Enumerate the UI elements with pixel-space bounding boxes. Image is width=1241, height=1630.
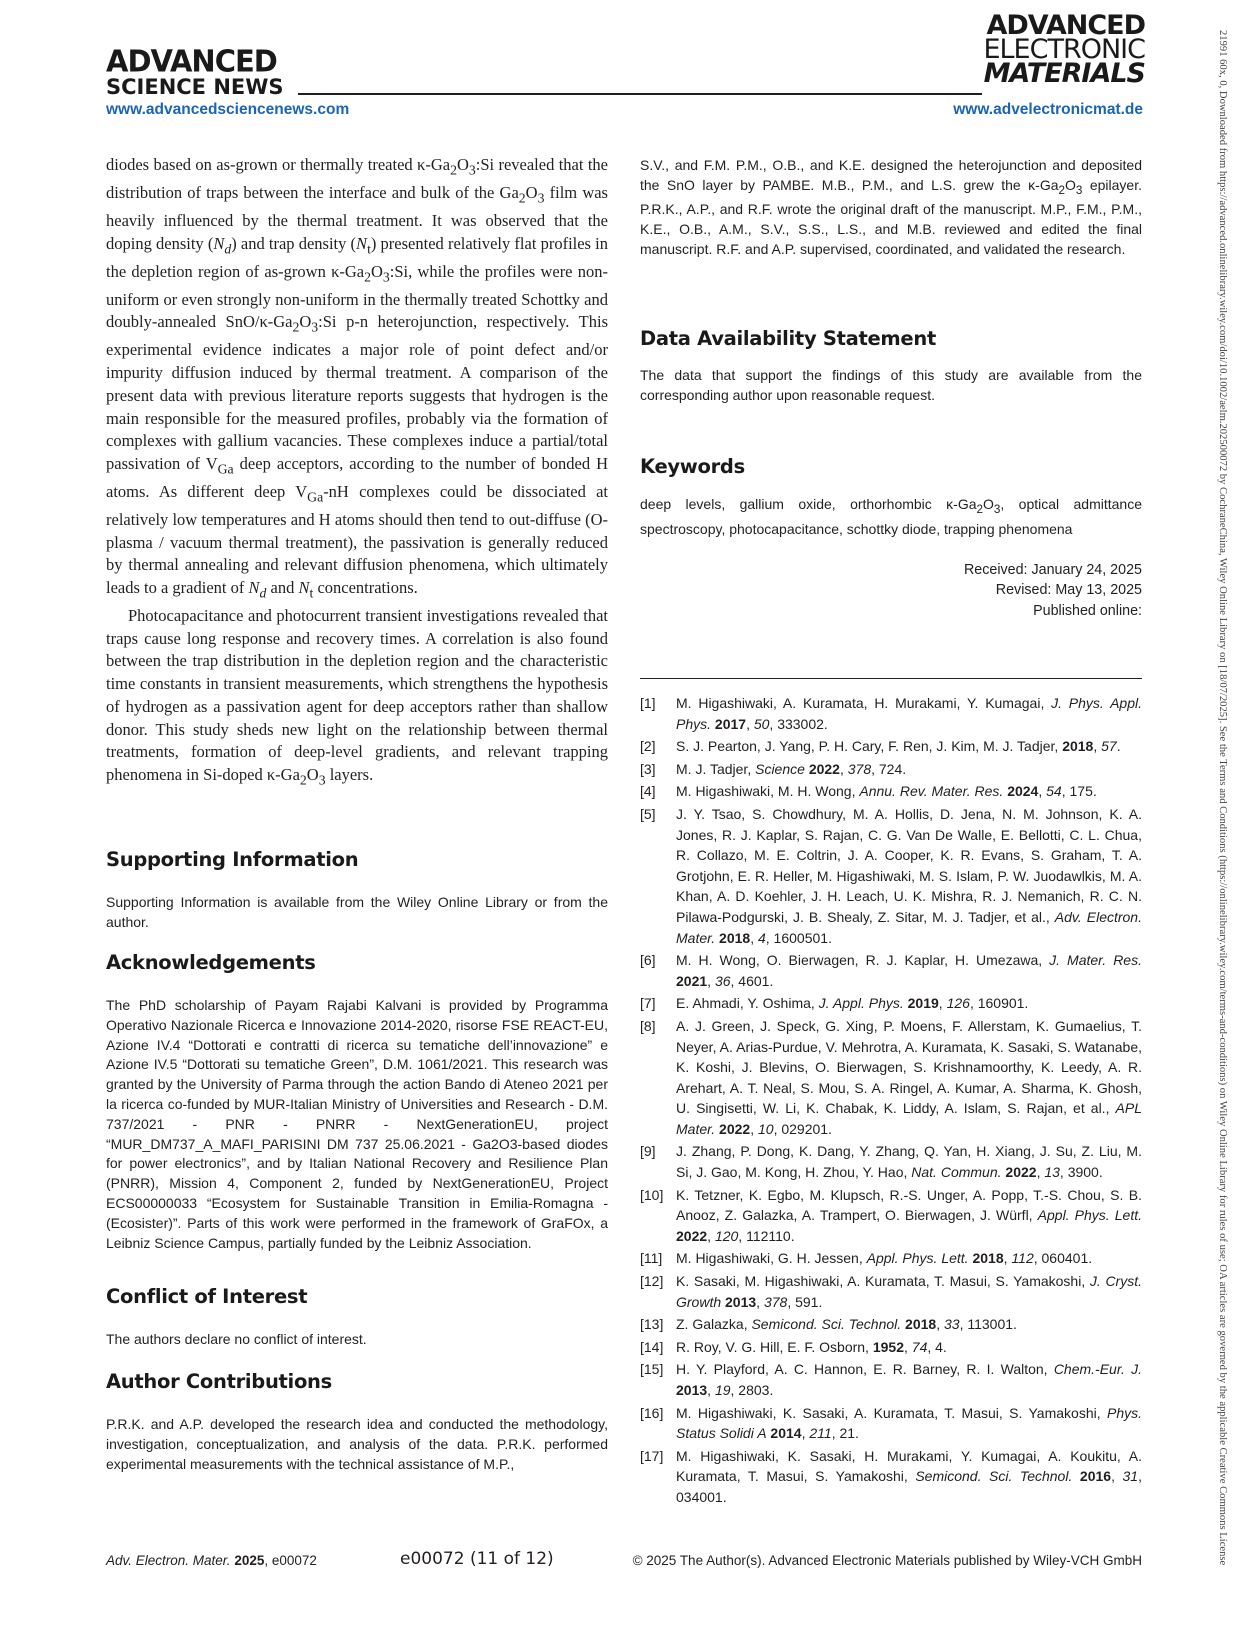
reference-year: 2024: [1007, 783, 1039, 800]
reference-item: [13] Z. Galazka, Semicond. Sci. Technol. 2018, 33, 113001.: [640, 1314, 1142, 1335]
reference-pages: , 21.: [831, 1425, 859, 1442]
keywords-text: deep levels, gallium oxide, orthorhombic $\kappa-Ga_2O_3$, optical admittance spectroscopy, photocapacitance, schottky diode, trapping phenomena: [640, 496, 1142, 537]
reference-number: [6]: [640, 952, 656, 969]
reference-pages: , 060401.: [1033, 1250, 1093, 1267]
reference-volume: 126: [946, 995, 970, 1012]
reference-item: [14] R. Roy, V. G. Hill, E. F. Osborn, 1952, 74, 4.: [640, 1337, 1142, 1358]
reference-journal: Phys. Status Solidi A: [676, 1404, 1142, 1442]
reference-item: [16] M. Higashiwaki, K. Sasaki, A. Kuramata, T. Masui, S. Yamakoshi, Phys. Status Solidi A 2014, 211, 21.: [640, 1404, 1142, 1442]
publisher-website-link[interactable]: www.advancedsciencenews.com: [106, 101, 350, 118]
reference-journal: Semicond. Sci. Technol.: [915, 1468, 1073, 1485]
reference-authors: M. Higashiwaki, A. Kuramata, H. Murakami, Y. Kumagai,: [676, 695, 1052, 711]
reference-authors: K. Tetzner, K. Egbo, M. Klupsch, R.-S. Unger, A. Popp, T.-S. Chou, S. B. Anooz, Z. Galazka, A. Trampert, O. Bierwagen, J. Würfl,: [676, 1186, 1142, 1224]
reference-number: [5]: [640, 805, 656, 822]
reference-volume: 10: [757, 1120, 774, 1137]
reference-number: [7]: [640, 995, 656, 1012]
reference-journal: Appl. Phys. Lett.: [1037, 1207, 1142, 1224]
reference-pages: , 4601.: [730, 972, 774, 989]
reference-journal: Annu. Rev. Mater. Res.: [859, 783, 1004, 800]
reference-volume: 378: [763, 1293, 788, 1310]
logo-line-advanced: ADVANCED: [106, 43, 277, 79]
reference-item: [15] H. Y. Playford, A. C. Hannon, E. R. Barney, R. I. Walton, Chem.-Eur. J. 2013, 19, 2803.: [640, 1361, 1142, 1398]
reference-journal: J. Appl. Phys.: [818, 995, 904, 1012]
reference-volume: 19: [714, 1382, 731, 1398]
revised-date: Revised: May 13, 2025: [995, 582, 1142, 599]
reference-year: 2018: [972, 1250, 1004, 1267]
advanced-electronic-materials-logo: [983, 10, 1145, 89]
reference-number: [15]: [640, 1361, 664, 1378]
reference-number: [12]: [640, 1273, 664, 1290]
reference-year: 2021: [676, 972, 708, 989]
reference-journal: J. Mater. Res.: [1049, 952, 1142, 969]
author-contributions-text-left: P.R.K. and A.P. developed the research idea and conducted the methodology, investigation, conceptualization, and analysis of the data. P.R.K. performed experimental measurements with the technical assistance of M.P.,: [106, 1416, 608, 1472]
reference-item: [1] M. Higashiwaki, A. Kuramata, H. Murakami, Y. Kumagai, J. Phys. Appl. Phys. 2017, 50, 333002.: [640, 695, 1142, 732]
reference-number: [10]: [640, 1186, 664, 1203]
reference-number: [13]: [640, 1316, 664, 1333]
received-date: Received: January 24, 2025: [963, 562, 1142, 578]
reference-pages: , 3900.: [1059, 1164, 1103, 1181]
author-contributions-text-right: S.V., and F.M. P.M., O.B., and K.E. designed the heterojunction and deposited the SnO layer by PAMBE. M.B., P.M., and L.S. grew the $\kappa-Ga_2O_3$ epilayer. P.R.K., A.P., and R.F. wrote the original draft of the manuscript. M.P., F.M., P.M., K.E., O.B., A.M., S.V., S.S., L.S., and M.B. reviewed and edited the final manuscript. R.F. and A.P. supervised, coordinated, and validated the research.: [640, 157, 1142, 257]
reference-year: 2019: [907, 995, 939, 1012]
conclusion-text: [106, 154, 608, 792]
reference-authors: M. J. Tadjer,: [676, 760, 756, 777]
reference-authors: M. Higashiwaki, K. Sasaki, H. Murakami, Y. Kumagai, A. Koukitu, A. Kuramata, T. Masui, S. Yamakoshi,: [676, 1447, 1142, 1485]
reference-year: 1952: [872, 1338, 904, 1355]
reference-item: [7] E. Ahmadi, Y. Oshima, J. Appl. Phys. 2019, 126, 160901.: [640, 993, 1142, 1014]
reference-item: [17] M. Higashiwaki, K. Sasaki, H. Murakami, Y. Kumagai, A. Koukitu, A. Kuramata, T. Masui, S. Yamakoshi, Semicond. Sci. Technol. 2016, 31, 034001.: [640, 1447, 1142, 1505]
reference-volume: 120: [714, 1227, 739, 1244]
reference-pages: , 175.: [1061, 783, 1097, 800]
reference-number: [9]: [640, 1143, 656, 1160]
reference-journal: Semicond. Sci. Technol.: [751, 1316, 902, 1333]
reference-volume: 4: [757, 929, 766, 946]
reference-pages: , 113001.: [959, 1316, 1017, 1333]
footer-citation: Adv. Electron. Mater. 2025, e00072: [106, 1553, 317, 1568]
reference-pages: , 333002.: [769, 715, 828, 732]
conflict-of-interest-text: The authors declare no conflict of interest.: [106, 1331, 367, 1347]
reference-item: [9] J. Zhang, P. Dong, K. Dang, Y. Zhang, Q. Yan, H. Xiang, J. Su, Z. Liu, M. Si, J. Gao, M. Kong, H. Zhou, Y. Hao, Nat. Commun. 2022, 13, 3900.: [640, 1143, 1142, 1181]
reference-item: [12] K. Sasaki, M. Higashiwaki, A. Kuramata, T. Masui, S. Yamakoshi, J. Cryst. Growth 2013, 378, 591.: [640, 1273, 1142, 1310]
acknowledgements-heading: Acknowledgements: [106, 951, 316, 974]
supporting-information-heading: Supporting Information: [106, 848, 359, 871]
reference-journal: Science: [755, 760, 805, 777]
conclusion-paragraph-1: diodes based on as-grown or thermally treated $\kappa-Ga_2O_3:Si$ revealed that the distribution of traps between the interface and bulk of the $Ga_2O_3$ film was heavily influenced by the thermal treatment. It was observed that the doping density $(N_d)$ and trap density $(N_t)$ presented relatively flat profiles in the depletion region of as-grown $\kappa-Ga_2O_3:Si$, while the profiles were non-uniform or even strongly non-uniform in the thermally treated Schottky and doubly-annealed SnO/$\kappa-Ga_2O_3:Si$ p-n heterojunction, respectively. This experimental evidence indicates a major role of point defect and/or impurity diffusion induced by thermal treatment. A comparison of the present data with previous literature reports suggests that hydrogen is the main responsible for the measured profiles, probably via the formation of complexes with gallium vacancies. These complexes induce a partial/total passivation of $V_{Ga}$ deep acceptors, according to the number of bonded H atoms. As different deep $V_{Ga}-nH$ complexes could be dissociated at relatively low temperatures and H atoms should then tend to out-diffuse (O-plasma / vacuum thermal treatment), the passivation is generally reduced by thermal annealing and relevant diffusion phenomena, which ultimately leads to a gradient of $N_d$ and $N_t$ concentrations.: [106, 155, 608, 601]
reference-list: [640, 693, 1142, 1510]
reference-year: 2018: [1062, 738, 1094, 755]
reference-authors: M. H. Wong, O. Bierwagen, R. J. Kaplar, H. Umezawa,: [676, 952, 1050, 969]
reference-item: [6] M. H. Wong, O. Bierwagen, R. J. Kaplar, H. Umezawa, J. Mater. Res. 2021, 36, 4601.: [640, 952, 1142, 989]
reference-journal: Chem.-Eur. J.: [1053, 1361, 1142, 1378]
reference-item: [11] M. Higashiwaki, G. H. Jessen, Appl. Phys. Lett. 2018, 112, 060401.: [640, 1248, 1142, 1269]
reference-journal: Nat. Commun.: [911, 1164, 1002, 1181]
reference-pages: , 2803.: [730, 1382, 774, 1398]
supporting-information-text: Supporting Information is available from the Wiley Online Library or from the author.: [106, 894, 608, 930]
download-notice-text: 21991 60x, 0, Downloaded from https://advanced.onlinelibrary.wiley.com/doi/10.1002/aelm.202500072 by CochraneChina, Wiley Online Library on [18/07/2025]. See the Terms and Conditions (https://onlinelibrary.wiley.com/terms-and-conditions) on Wiley Online Library for rules of use; OA articles are governed by the applicable Creative Commons License: [1217, 30, 1228, 1566]
reference-volume: 50: [753, 715, 770, 732]
reference-volume: 211: [809, 1425, 832, 1442]
acknowledgements-text: The PhD scholarship of Payam Rajabi Kalvani is provided by Programma Operativo Nazionale Ricerca e Innovazione 2014-2020, risorse FSE REACT-EU, Azione IV.4 “Dottorati e contratti di ricerca su tematiche dell’innovazione” e Azione IV.5 “Dottorati su tematiche Green”, D.M. 1061/2021. This research was granted by the University of Parma through the action Bando di Ateneo 2021 per la ricerca co-funded by MUR-Italian Ministry of Universities and Research - D.M. 737/2021 - PNR - PNRR - NextGenerationEU, project “MUR_DM737_A_MAFI_PARISINI DM 737 25.06.2021 - Ga2O3-based diodes for power electronics”, and by Italian National Recovery and Resilience Plan (PNRR), Mission 4, Component 2, funded by NextGenerationEU, Project ECS00000033 “Ecosystem for Sustainable Transition in Emilia-Romagna - (Ecosister)”. Parts of this work were performed in the framework of GraFOx, a Leibniz Science Campus, partially funded by the Leibniz Association.: [106, 997, 608, 1251]
reference-authors: S. J. Pearton, J. Yang, P. H. Cary, F. Ren, J. Kim, M. J. Tadjer,: [676, 738, 1063, 755]
data-availability-heading: Data Availability Statement: [640, 327, 936, 350]
reference-year: 2016: [1079, 1468, 1112, 1485]
reference-authors: M. Higashiwaki, G. H. Jessen,: [676, 1250, 867, 1267]
published-date: Published online:: [1033, 602, 1142, 619]
reference-volume: 31: [1122, 1468, 1139, 1485]
reference-item: [2] S. J. Pearton, J. Yang, P. H. Cary, F. Ren, J. Kim, M. J. Tadjer, 2018, 57.: [640, 736, 1142, 757]
reference-pages: .: [1116, 738, 1121, 755]
reference-pages: , 029201.: [773, 1120, 832, 1137]
reference-volume: 378: [847, 760, 872, 777]
reference-year: 2022: [1005, 1164, 1037, 1181]
reference-authors: J. Zhang, P. Dong, K. Dang, Y. Zhang, Q. Yan, H. Xiang, J. Su, Z. Liu, M. Si, J. Gao, M. Kong, H. Zhou, Y. Hao,: [676, 1143, 1142, 1181]
reference-volume: 112: [1011, 1250, 1034, 1267]
reference-number: [16]: [640, 1404, 664, 1421]
logo-line-science-news: SCIENCE NEWS: [106, 75, 284, 99]
reference-pages: , 1600501.: [765, 929, 832, 946]
reference-number: [14]: [640, 1338, 664, 1355]
keywords-heading: Keywords: [640, 455, 745, 478]
logo-line-advanced: ADVANCED: [986, 10, 1145, 41]
reference-authors: M. Higashiwaki, M. H. Wong,: [676, 783, 860, 800]
reference-number: [11]: [640, 1250, 663, 1267]
reference-number: [8]: [640, 1017, 656, 1034]
reference-year: 2018: [905, 1316, 937, 1333]
reference-year: 2018: [719, 929, 751, 946]
conclusion-paragraph-2: Photocapacitance and photocurrent transient investigations revealed that traps cause long response and recovery times. A correlation is also found between the trap distribution in the depletion region and the characteristic time constants in transient measurements, which strengthens the hypothesis of hydrogen as a passivation agent for deep acceptors rather than shallow donor. This study sheds new light on the relationship between thermal treatments, formation of deep-level gradients, and relevant trapping phenomena in Si-doped $\kappa-Ga_2O_3$ layers.: [106, 606, 608, 788]
reference-item: [4] M. Higashiwaki, M. H. Wong, Annu. Rev. Mater. Res. 2024, 54, 175.: [640, 781, 1142, 802]
reference-journal: Appl. Phys. Lett.: [866, 1250, 969, 1267]
conflict-of-interest-heading: Conflict of Interest: [106, 1285, 308, 1308]
journal-website-link[interactable]: www.advelectronicmat.de: [953, 101, 1143, 118]
download-notice: [1217, 30, 1235, 1590]
reference-volume: 57: [1101, 738, 1117, 755]
reference-year: 2022: [676, 1227, 708, 1244]
advanced-science-news-logo: [106, 43, 284, 99]
logo-line-materials: MATERIALS: [983, 57, 1145, 89]
reference-authors: R. Roy, V. G. Hill, E. F. Osborn,: [676, 1338, 873, 1355]
reference-number: [1]: [640, 695, 656, 711]
article-dates: [964, 560, 1142, 621]
reference-authors: K. Sasaki, M. Higashiwaki, A. Kuramata, T. Masui, S. Yamakoshi,: [676, 1273, 1090, 1290]
references-rule: [640, 678, 1142, 679]
reference-authors: Z. Galazka,: [676, 1316, 752, 1333]
reference-authors: H. Y. Playford, A. C. Hannon, E. R. Barney, R. I. Walton,: [676, 1361, 1054, 1378]
author-contributions-heading: Author Contributions: [106, 1370, 332, 1393]
reference-number: [4]: [640, 783, 656, 800]
reference-number: [2]: [640, 738, 656, 755]
reference-journal: J. Cryst. Growth: [676, 1273, 1142, 1310]
reference-volume: 54: [1046, 783, 1062, 800]
reference-year: 2017: [714, 715, 747, 732]
reference-year: 2014: [770, 1425, 802, 1442]
logo-line-electronic: ELECTRONIC: [983, 33, 1145, 65]
header-rule: [298, 93, 982, 95]
reference-volume: 74: [911, 1338, 928, 1355]
reference-item: [10] K. Tetzner, K. Egbo, M. Klupsch, R.-S. Unger, A. Popp, T.-S. Chou, S. B. Anooz, Z. Galazka, A. Trampert, O. Bierwagen, J. Würfl, Appl. Phys. Lett. 2022, 120, 112110.: [640, 1186, 1142, 1244]
reference-journal: APL Mater.: [676, 1100, 1142, 1137]
reference-journal: Adv. Electron. Mater.: [676, 908, 1142, 946]
reference-volume: 33: [943, 1316, 960, 1333]
reference-pages: , 112110.: [738, 1227, 795, 1244]
reference-authors: J. Y. Tsao, S. Chowdhury, M. A. Hollis, D. Jena, N. M. Johnson, K. A. Jones, R. J. Kaplar, S. Rajan, C. G. Van De Walle, E. Bellotti, C. L. Chua, R. Collazo, M. E. Coltrin, J. A. Cooper, K. R. Evans, S. Graham, T. A. Grotjohn, E. R. Heller, M. Higashiwaki, M. S. Islam, P. W. Juodawlkis, M. A. Khan, A. D. Koehler, J. H. Leach, U. K. Mishra, R. J. Nemanich, R. C. N. Pilawa-Podgurski, J. B. Shealy, Z. Sitar, M. J. Tadjer, et al.,: [676, 805, 1142, 925]
reference-year: 2013: [725, 1293, 757, 1310]
reference-year: 2022: [808, 760, 840, 777]
reference-year: 2022: [719, 1120, 751, 1137]
reference-item: [5] J. Y. Tsao, S. Chowdhury, M. A. Hollis, D. Jena, N. M. Johnson, K. A. Jones, R. J. Kaplar, S. Rajan, C. G. Van De Walle, E. Bellotti, C. L. Chua, R. Collazo, M. E. Coltrin, J. A. Cooper, K. R. Evans, S. Graham, T. A. Grotjohn, E. R. Heller, M. Higashiwaki, M. S. Islam, P. W. Juodawlkis, M. A. Khan, A. D. Koehler, J. H. Leach, U. K. Mishra, R. J. Nemanich, R. C. N. Pilawa-Podgurski, J. B. Shealy, Z. Sitar, M. J. Tadjer, et al., Adv. Electron. Mater. 2018, 4, 1600501.: [640, 805, 1142, 946]
reference-pages: , 4.: [927, 1338, 947, 1355]
reference-item: [8] A. J. Green, J. Speck, G. Xing, P. Moens, F. Allerstam, K. Gumaelius, T. Neyer, A. Arias-Purdue, V. Mehrotra, A. Kuramata, K. Sasaki, S. Watanabe, K. Koshi, J. Blevins, O. Bierwagen, S. Krishnamoorthy, K. Leedy, A. R. Arehart, A. T. Neal, S. Mou, S. A. Ringel, A. Kumar, A. Sharma, K. Ghosh, U. Singisetti, W. Li, K. Chabak, K. Liddy, A. Islam, S. Rajan, et al., APL Mater. 2022, 10, 029201.: [640, 1017, 1142, 1137]
reference-pages: , 724.: [871, 760, 907, 777]
reference-pages: , 034001.: [676, 1468, 1142, 1505]
reference-volume: 13: [1044, 1164, 1060, 1181]
data-availability-text: The data that support the findings of this study are available from the corresponding author upon reasonable request.: [640, 367, 1142, 403]
reference-pages: , 591.: [787, 1293, 823, 1310]
reference-authors: E. Ahmadi, Y. Oshima,: [676, 995, 819, 1012]
footer-copyright: © 2025 The Author(s). Advanced Electronic Materials published by Wiley-VCH GmbH: [632, 1553, 1142, 1568]
reference-journal: J. Phys. Appl. Phys.: [676, 695, 1142, 732]
reference-number: [3]: [640, 760, 656, 777]
reference-pages: , 160901.: [969, 995, 1029, 1012]
reference-authors: M. Higashiwaki, K. Sasaki, A. Kuramata, T. Masui, S. Yamakoshi,: [676, 1404, 1107, 1421]
reference-year: 2013: [676, 1382, 708, 1398]
reference-authors: A. J. Green, J. Speck, G. Xing, P. Moens, F. Allerstam, K. Gumaelius, T. Neyer, A. Arias-Purdue, V. Mehrotra, A. Kuramata, K. Sasaki, S. Watanabe, K. Koshi, J. Blevins, O. Bierwagen, S. Krishnamoorthy, K. Leedy, A. R. Arehart, A. T. Neal, S. Mou, S. A. Ringel, A. Kumar, A. Sharma, K. Ghosh, U. Singisetti, W. Li, K. Chabak, K. Liddy, A. Islam, S. Rajan, et al.,: [676, 1017, 1142, 1117]
reference-item: [3] M. J. Tadjer, Science 2022, 378, 724.: [640, 759, 1142, 780]
reference-volume: 36: [714, 972, 731, 989]
reference-number: [17]: [640, 1447, 664, 1464]
footer-page-number: e00072 (11 of 12): [400, 1549, 554, 1569]
